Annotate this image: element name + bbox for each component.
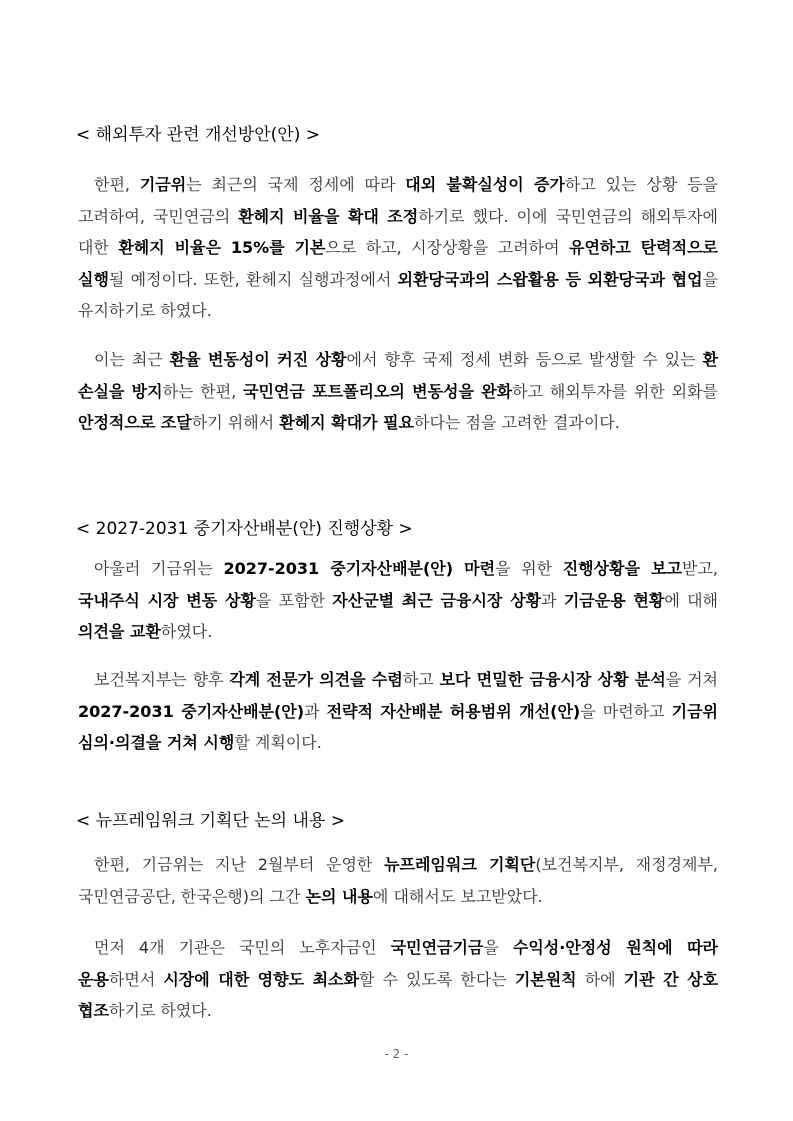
body-text: 하고 해외투자를 위한 외화를 xyxy=(512,381,718,401)
emphasized-text: 대외 불확실성이 증가 xyxy=(405,175,565,194)
emphasized-text: 환헤지 비율은 15%를 기본 xyxy=(118,238,326,257)
emphasized-text: 외환당국과의 스왑활용 등 외환당국과 협업 xyxy=(397,269,703,289)
body-text: 할 계획이다. xyxy=(234,733,322,752)
body-text: 보건복지부는 향후 xyxy=(94,670,230,689)
body-text: 을 포함한 xyxy=(255,590,333,610)
emphasized-text: 자산군별 최근 금융시장 상황 xyxy=(332,590,542,610)
body-text: 하기로 하였다. xyxy=(108,1001,212,1020)
body-text: 하고 xyxy=(402,670,440,689)
emphasized-text: 기금운용 현황 xyxy=(563,590,665,610)
emphasized-text: 환헤지 확대가 필요 xyxy=(279,413,415,432)
body-text: 받고, xyxy=(681,559,718,578)
emphasized-text: 국민연금기금 xyxy=(390,938,484,957)
emphasized-text: 전략적 자산배분 허용범위 개선(안) xyxy=(326,701,581,721)
emphasized-text: 각계 전문가 의견을 수렴 xyxy=(229,670,403,689)
paragraph xyxy=(78,932,718,1027)
body-text: 을 xyxy=(483,938,513,957)
emphasized-text: 시장에 대한 영향도 최소화 xyxy=(163,969,359,989)
body-text: 하였다. xyxy=(160,622,213,641)
emphasized-text: 기관 간 상호 협조 xyxy=(78,969,718,1020)
body-text: 으로 하고, 시장상황을 고려하여 xyxy=(325,238,569,257)
page-number: - 2 - xyxy=(384,1047,409,1061)
body-text: 과 xyxy=(304,701,327,721)
emphasized-text: 기본원칙 xyxy=(514,969,577,989)
body-text: 는 최근의 국제 정세에 따라 xyxy=(186,175,406,194)
paragraph xyxy=(78,849,718,912)
body-text: 될 예정이다. 또한, 환헤지 실행과정에서 xyxy=(108,269,398,289)
body-text: (보건복지부, 재정경제부, 국민연금공단, 한국은행)의 그간 xyxy=(78,855,718,906)
emphasized-text: 보다 면밀한 금융시장 상황 분석 xyxy=(439,670,666,689)
emphasized-text: 유연하고 탄력적으로 실행 xyxy=(78,238,718,289)
body-text: 하기로 했다. 이에 국민연금의 해외투자에 대한 xyxy=(78,206,718,257)
emphasized-text: 환헤지 비율을 확대 조정 xyxy=(238,206,419,226)
paragraph xyxy=(78,553,718,648)
body-text: 아울러 기금위는 xyxy=(94,559,224,578)
emphasized-text: 2027-2031 중기자산배분(안) xyxy=(78,701,305,721)
body-text: 한편, xyxy=(94,175,140,194)
body-text: 하는 한편, xyxy=(162,381,244,401)
body-text: 먼저 4개 기관은 국민의 노후자금인 xyxy=(94,938,391,957)
body-text: 한편, 기금위는 지난 2월부터 운영한 xyxy=(94,855,385,874)
section-heading-asset-allocation: < 2027-2031 중기자산배분(안) 진행상황 > xyxy=(76,519,413,539)
body-text: 이는 최근 xyxy=(94,350,170,369)
emphasized-text: 국민연금 포트폴리오의 변동성을 완화 xyxy=(243,381,513,401)
emphasized-text: 수익성·안정성 원칙에 따라 운용 xyxy=(78,938,718,989)
emphasized-text: 환율 변동성이 커진 상황 xyxy=(169,350,347,369)
body-text: 에서 향후 국제 정세 변화 등으로 발생할 수 있는 xyxy=(346,350,703,369)
emphasized-text: 안정적으로 조달 xyxy=(78,413,192,432)
body-text: 을 마련하고 xyxy=(580,701,672,721)
section-heading-new-framework: < 뉴프레임워크 기획단 논의 내용 > xyxy=(76,811,345,831)
body-text: 을 거쳐 xyxy=(665,670,718,689)
emphasized-text: 진행상황을 보고 xyxy=(562,559,682,578)
paragraph xyxy=(78,344,718,439)
emphasized-text: 국내주식 시장 변동 상황 xyxy=(78,590,256,610)
emphasized-text: 기금위 심의·의결을 거쳐 시행 xyxy=(78,701,718,752)
body-text: 하면서 xyxy=(108,969,164,989)
body-text: 에 대해 xyxy=(664,590,718,610)
emphasized-text: 기금위 xyxy=(139,175,187,194)
body-text: 하고 있는 상황 등을 고려하여, 국민연금의 xyxy=(78,175,718,226)
emphasized-text: 2027-2031 중기자산배분(안) 마련 xyxy=(223,559,496,578)
body-text: 을 유지하기로 하였다. xyxy=(78,269,718,320)
section-heading-overseas-investment: < 해외투자 관련 개선방안(안) > xyxy=(76,125,321,145)
emphasized-text: 논의 내용 xyxy=(305,886,373,906)
body-text: 할 수 있도록 한다는 xyxy=(358,969,515,989)
emphasized-text: 환 손실을 방지 xyxy=(78,350,718,401)
body-text: 하에 xyxy=(576,969,624,989)
body-text: 에 대해서도 보고받았다. xyxy=(372,886,543,906)
paragraph xyxy=(78,664,718,759)
emphasized-text: 의견을 교환 xyxy=(78,622,161,641)
body-text: 을 위한 xyxy=(495,559,563,578)
paragraph xyxy=(78,169,718,327)
emphasized-text: 뉴프레임워크 기획단 xyxy=(384,855,536,874)
body-text: 하기 위해서 xyxy=(191,413,280,432)
body-text: 하다는 점을 고려한 결과이다. xyxy=(414,413,620,432)
body-text: 과 xyxy=(541,590,564,610)
